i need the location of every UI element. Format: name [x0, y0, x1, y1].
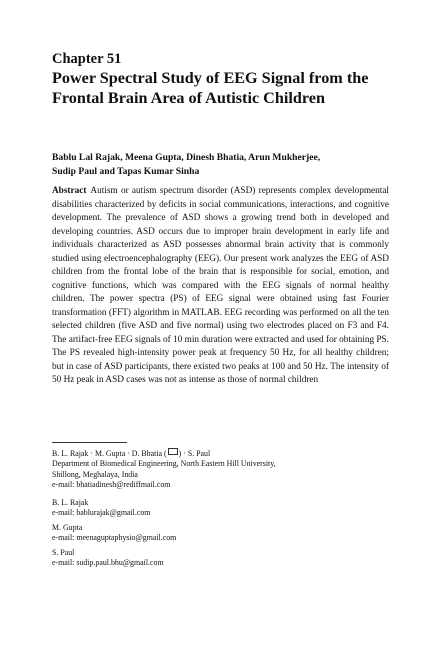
affiliation-block-2: [52, 498, 392, 519]
chapter-label: Chapter 51: [52, 51, 122, 67]
envelope-icon: [168, 448, 178, 455]
affiliation-block-3: [52, 523, 392, 544]
chapter-title: Power Spectral Study of EEG Signal from the Frontal Brain Area of Autistic Children: [52, 69, 369, 107]
affiliation-name: S. Paul: [52, 548, 75, 557]
affiliation-email: e-mail: bhatiadinesh@rediffmail.com: [52, 480, 171, 490]
author-line-1: Bablu Lal Rajak, Meena Gupta, Dinesh Bhatia, Arun Mukherjee,: [52, 152, 321, 163]
affiliation-name: M. Gupta: [52, 523, 83, 532]
affiliation-block-4: [52, 548, 392, 569]
affiliation-names: B. L. Rajak · M. Gupta · D. Bhatia ( ) · S. Paul: [52, 449, 211, 458]
affiliation-location: Shillong, Meghalaya, India: [52, 469, 138, 479]
abstract: [52, 185, 389, 388]
abstract-heading: Abstract: [52, 186, 87, 196]
footnote-rule: [52, 442, 127, 443]
author-list: [52, 151, 402, 179]
affiliation-block-1: [52, 449, 392, 491]
affiliation-email: e-mail: sudip.paul.bhu@gmail.com: [52, 558, 164, 568]
author-line-2: Sudip Paul and Tapas Kumar Sinha: [52, 166, 200, 177]
abstract-body: Autism or autism spectrum disorder (ASD) represents complex developmental disabilities characterized by deficits in social communications, interactions, and cognitive development. The prevalence of ASD shows a growing trend both in developed and developing countries. ASD occurs due to improper brain development in early life and individuals characterized as ASD possesses abnormal brain activity that is commonly studied using electroencephalography (EEG). Our present work analyzes the EEG of ASD children from the frontal lobe of the brain that is responsible for social, emotion, and cognitive functions, which was compared with the EEG signals of normal healthy children. The power spectra (PS) of EEG signal were obtained using fast Fourier transformation (FFT) algorithm in MATLAB. EEG recording was performed on all the ten selected children (five ASD and five normal) using two electrodes placed on F3 and F4. The artifact-free EEG signals of 10 min duration were extracted and used for obtaining PS. The PS revealed high-intensity power peak at frequency 50 Hz, for all healthy children; but in case of ASD participants, there existed two peaks at 100 and 50 Hz. The intensity of 50 Hz peak in ASD cases was not as intense as those of normal children: [52, 186, 389, 385]
affiliation-email: e-mail: meenaguptaphysio@gmail.com: [52, 533, 177, 543]
affiliation-name: B. L. Rajak: [52, 498, 89, 507]
affiliation-email: e-mail: bablurajak@gmail.com: [52, 508, 151, 518]
affiliation-department: Department of Biomedical Engineering, North Eastern Hill University,: [52, 459, 276, 469]
